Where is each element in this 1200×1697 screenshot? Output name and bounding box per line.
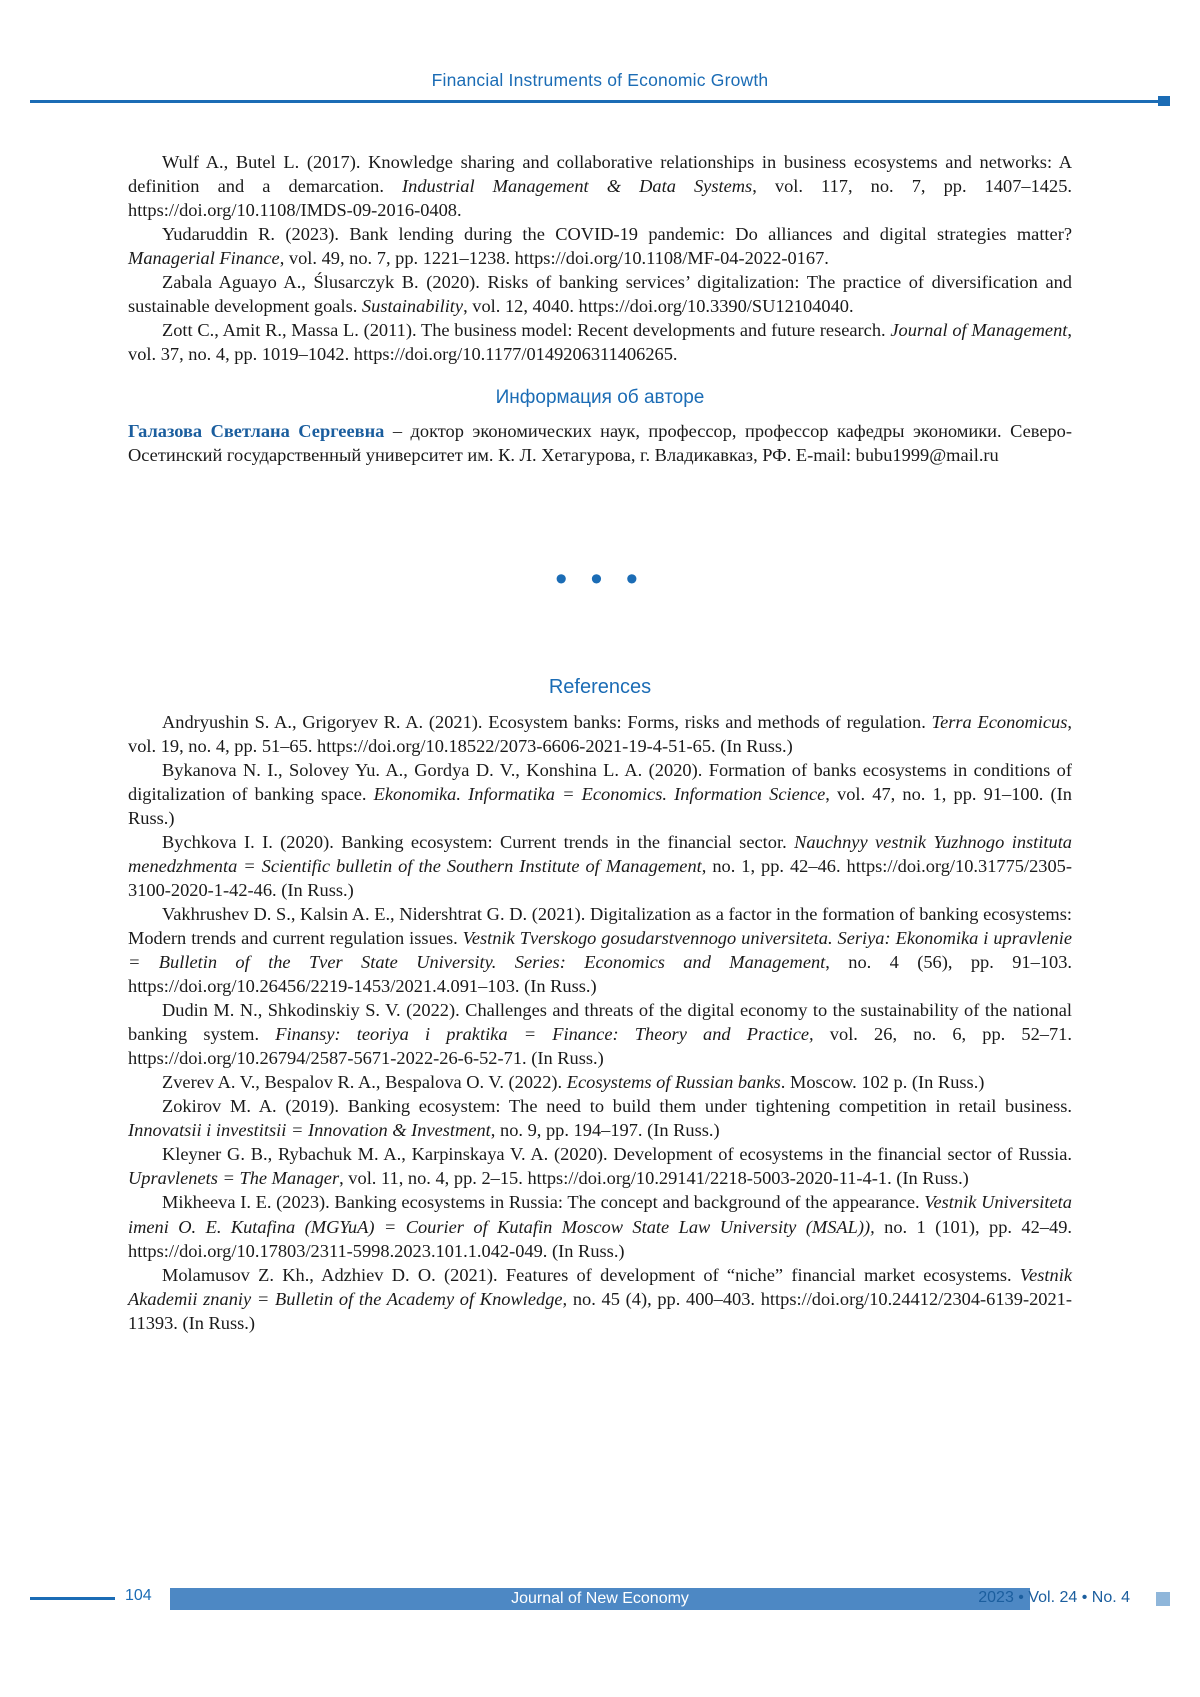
reference-item: Mikheeva I. E. (2023). Banking ecosystems in Russia: The concept and background of the appearance. Vestnik Universiteta imeni O. E. Kutafina (MGYuA) = Courier of Kutafin Moscow State Law University (MSAL)), no. 1 (101), pp. 42–49. https://doi.org/10.17803/2311-5998.2023.101.1.042-049. (In Russ.)	[128, 1192, 1072, 1261]
footer-journal-name: Journal of New Economy	[511, 1590, 689, 1607]
reference-item: Wulf A., Butel L. (2017). Knowledge sharing and collaborative relationships in business ecosystems and networks: A definition and a demarcation. Industrial Management & Data Systems, vol. 117, no. 7, pp. 1407–1425. https://doi.org/10.1108/IMDS-09-2016-0408.	[128, 152, 1072, 221]
author-info-block	[128, 419, 1072, 467]
reference-item: Bychkova I. I. (2020). Banking ecosystem: Current trends in the financial sector. Nauchnyy vestnik Yuzhnogo instituta menedzhmenta = Scientific bulletin of the Southern Institute of Management, no. 1, pp. 42–46. https://doi.org/10.31775/2305-3100-2020-1-42-46. (In Russ.)	[128, 832, 1072, 901]
page-content	[128, 150, 1072, 1335]
reference-item: Vakhrushev D. S., Kalsin A. E., Nidershtrat G. D. (2021). Digitalization as a factor in the formation of banking ecosystems: Modern trends and current regulation issues. Vestnik Tverskogo gosudarstvennogo universiteta. Seriya: Ekonomika i upravlenie = Bulletin of the Tver State University. Series: Economics and Management, no. 4 (56), pp. 91–103. https://doi.org/10.26456/2219-1453/2021.4.091–103. (In Russ.)	[128, 904, 1072, 997]
reference-item: Zabala Aguayo A., Ślusarczyk B. (2020). Risks of banking services’ digitalization: The practice of diversification and sustainable development goals. Sustainability, vol. 12, 4040. https://doi.org/10.3390/SU12104040.	[128, 272, 1072, 317]
references-heading: References	[548, 676, 652, 699]
footer-accent-square	[1156, 1592, 1170, 1606]
reference-list	[128, 710, 1072, 1334]
footer-rule	[30, 1597, 115, 1600]
section-separator-dots: • • •	[555, 560, 645, 599]
header-accent-square	[1158, 96, 1170, 106]
reference-item: Zott C., Amit R., Massa L. (2011). The business model: Recent developments and future research. Journal of Management, vol. 37, no. 4, pp. 1019–1042. https://doi.org/10.1177/0149206311406265.	[128, 320, 1072, 365]
author-name: Галазова Светлана Сергеевна	[128, 421, 385, 442]
running-head-title: Financial Instruments of Economic Growth	[431, 70, 769, 90]
running-head	[0, 70, 1200, 91]
reference-item: Kleyner G. B., Rybachuk M. A., Karpinskaya V. A. (2020). Development of ecosystems in the financial sector of Russia. Upravlenets = The Manager, vol. 11, no. 4, pp. 2–15. https://doi.org/10.29141/2218-5003-2020-11-4-1. (In Russ.)	[128, 1144, 1072, 1189]
reference-item: Zverev A. V., Bespalov R. A., Bespalova O. V. (2022). Ecosystems of Russian banks. Moscow. 102 p. (In Russ.)	[162, 1072, 985, 1093]
reference-item: Dudin M. N., Shkodinskiy S. V. (2022). Challenges and threats of the digital economy to the sustainability of the national banking system. Finansy: teoriya i praktika = Finance: Theory and Practice, vol. 26, no. 6, pp. 52–71. https://doi.org/10.26794/2587-5671-2022-26-6-52-71. (In Russ.)	[128, 1000, 1072, 1069]
reference-item: Yudaruddin R. (2023). Bank lending during the COVID-19 pandemic: Do alliances and digital strategies matter? Managerial Finance, vol. 49, no. 7, pp. 1221–1238. https://doi.org/10.1108/MF-04-2022-0167.	[128, 224, 1072, 269]
page-number: 104	[125, 1587, 152, 1604]
author-bio: – доктор экономических наук, профессор, профессор кафедры экономики. Северо-Осетинский государственный университет им. К. Л. Хетагурова, г. Владикавказ, РФ. E-mail: bubu1999@mail.ru	[128, 421, 1073, 466]
author-info-heading: Информация об авторе	[495, 387, 705, 409]
reference-item: Bykanova N. I., Solovey Yu. A., Gordya D. V., Konshina L. A. (2020). Formation of banks ecosystems in conditions of digitalization of banking space. Ekonomika. Informatika = Economics. Information Science, vol. 47, no. 1, pp. 91–100. (In Russ.)	[128, 760, 1072, 829]
reference-item: Molamusov Z. Kh., Adzhiev D. O. (2021). Features of development of “niche” financial market ecosystems. Vestnik Akademii znaniy = Bulletin of the Academy of Knowledge, no. 45 (4), pp. 400–403. https://doi.org/10.24412/2304-6139-2021-11393. (In Russ.)	[128, 1264, 1072, 1333]
reference-item: Zokirov M. A. (2019). Banking ecosystem: The need to build them under tightening competition in retail business. Innovatsii i investitsii = Innovation & Investment, no. 9, pp. 194–197. (In Russ.)	[128, 1096, 1072, 1141]
footer-issue-info: 2023 • Vol. 24 • No. 4	[978, 1589, 1130, 1606]
page-footer	[30, 1587, 1170, 1613]
reference-item: Andryushin S. A., Grigoryev R. A. (2021). Ecosystem banks: Forms, risks and methods of regulation. Terra Economicus, vol. 19, no. 4, pp. 51–65. https://doi.org/10.18522/2073-6606-2021-19-4-51-65. (In Russ.)	[128, 712, 1072, 757]
header-rule	[30, 100, 1170, 103]
reference-list-top	[128, 150, 1072, 366]
